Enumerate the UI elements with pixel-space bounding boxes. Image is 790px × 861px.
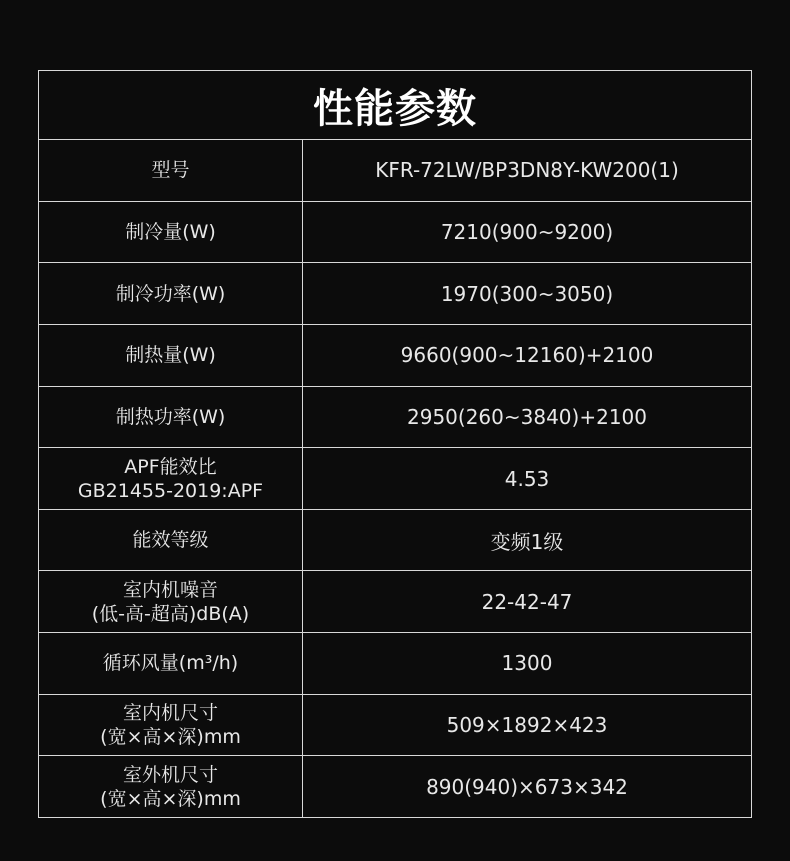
table-row [39, 325, 751, 387]
row-label-line: 循环风量(m³/h) [102, 652, 239, 675]
row-label-line: APF能效比 [124, 455, 217, 478]
row-label-line: 室外机尺寸 [122, 763, 218, 786]
row-label [39, 510, 303, 571]
row-label [39, 202, 303, 263]
row-value: 1970(300~3050) [440, 281, 614, 306]
row-label [39, 140, 303, 201]
row-label-line: 制冷量(W) [125, 220, 216, 243]
row-label [39, 695, 303, 756]
table-row [39, 571, 751, 633]
row-value: 9660(900~12160)+2100 [400, 343, 654, 368]
table-row [39, 263, 751, 325]
row-label-line: 制冷功率(W) [115, 282, 226, 305]
table-row [39, 756, 751, 817]
row-label [39, 448, 303, 509]
row-label-line: 室内机尺寸 [122, 702, 218, 725]
row-label [39, 756, 303, 817]
table-row [39, 387, 751, 449]
row-value: 2950(260~3840)+2100 [407, 404, 647, 429]
row-value: 22-42-47 [481, 589, 573, 614]
table-row [39, 510, 751, 572]
row-value: 1300 [501, 651, 553, 676]
row-label [39, 571, 303, 632]
row-label-line: GB21455-2019:APF [77, 479, 264, 502]
row-label-line: 型号 [151, 159, 190, 182]
row-label [39, 325, 303, 386]
row-value: 4.53 [504, 466, 550, 491]
table-row [39, 140, 751, 202]
row-value: 7210(900~9200) [440, 219, 614, 244]
row-value: 509×1892×423 [446, 713, 608, 738]
row-label-line: 能效等级 [132, 529, 209, 552]
table-title: 性能参数 [39, 71, 751, 140]
table-row [39, 633, 751, 695]
row-label [39, 633, 303, 694]
row-value: KFR-72LW/BP3DN8Y-KW200(1) [375, 158, 679, 183]
row-label-line: (低-高-超高)dB(A) [91, 602, 250, 625]
table-row [39, 202, 751, 264]
row-value: 890(940)×673×342 [426, 774, 628, 799]
spec-table [38, 70, 752, 818]
row-label [39, 263, 303, 324]
row-value: 变频1级 [490, 529, 564, 554]
table-row [39, 448, 751, 510]
row-label-line: 室内机噪音 [122, 578, 218, 601]
row-label-line: (宽×高×深)mm [100, 726, 241, 749]
row-label-line: 制热功率(W) [115, 405, 226, 428]
row-label [39, 387, 303, 448]
row-label-line: 制热量(W) [125, 344, 216, 367]
row-label-line: (宽×高×深)mm [100, 787, 241, 810]
table-row [39, 695, 751, 757]
